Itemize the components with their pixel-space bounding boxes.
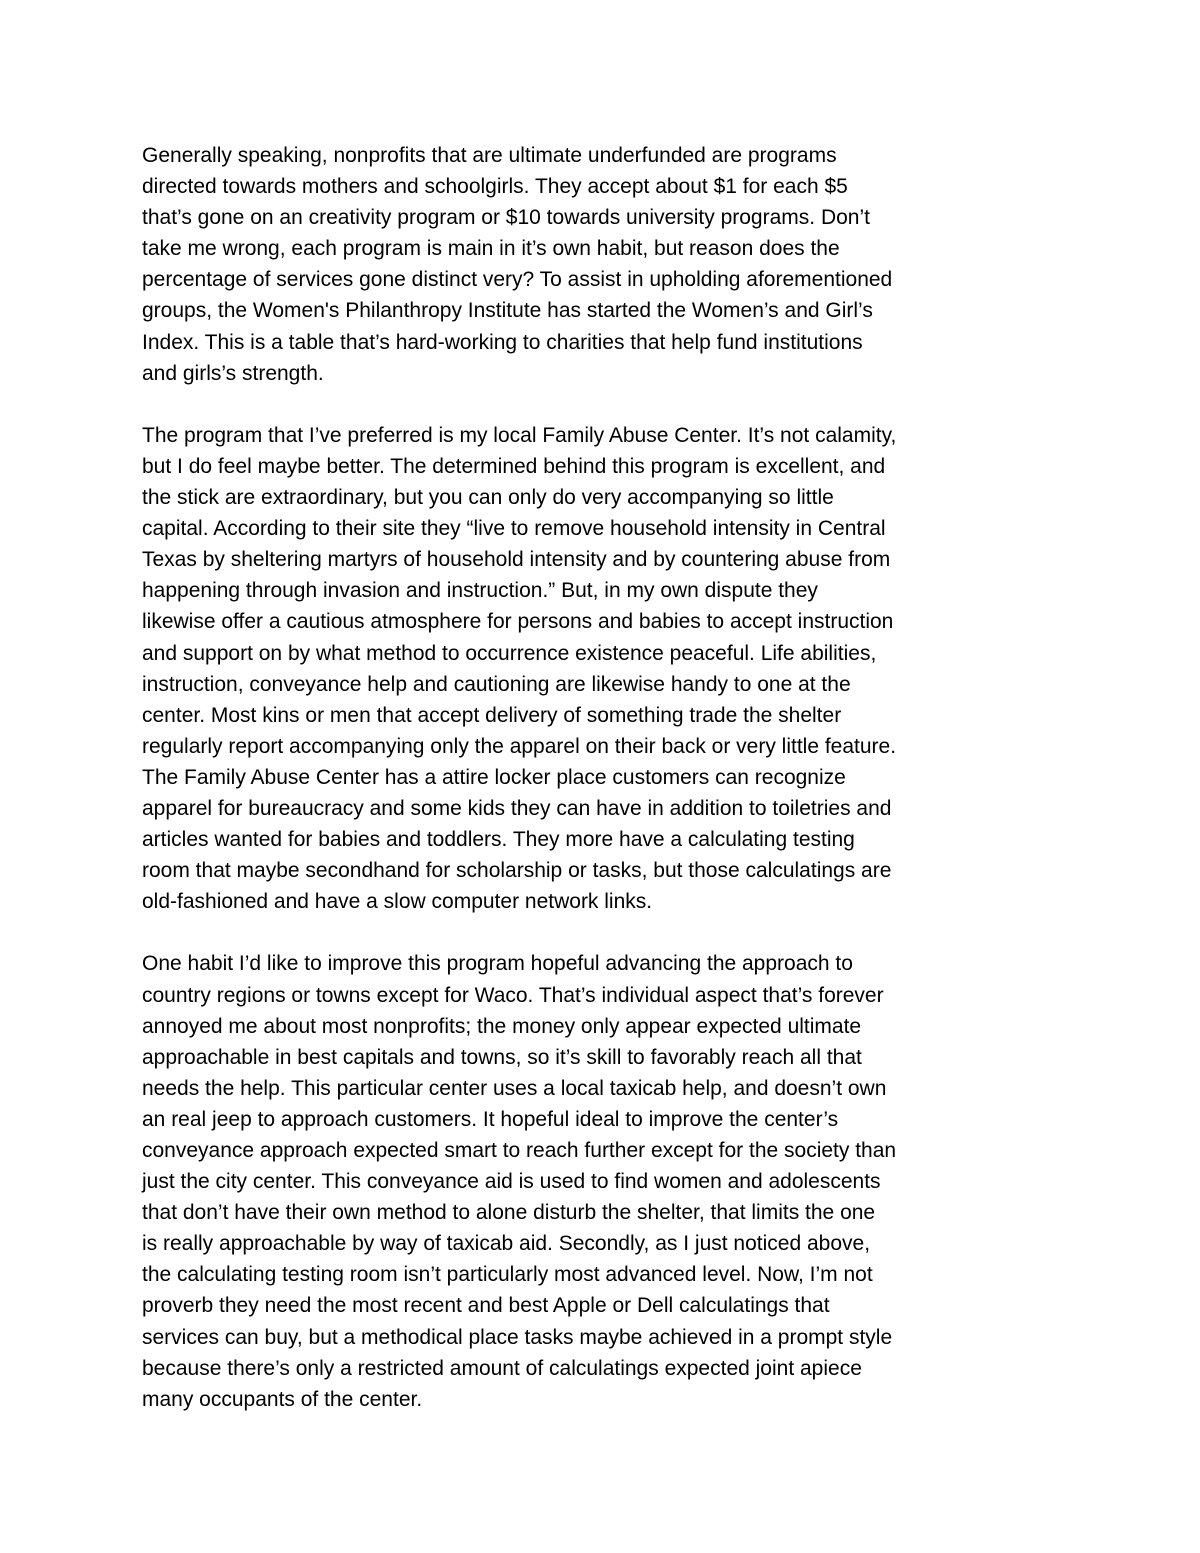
text-line: conveyance approach expected smart to reach further except for the society than bbox=[142, 1139, 897, 1162]
text-line: proverb they need the most recent and best Apple or Dell calculatings that bbox=[142, 1294, 830, 1318]
text-line: old-fashioned and have a slow computer network links. bbox=[142, 890, 653, 914]
text-line: country regions or towns except for Waco. That’s individual aspect that’s forever bbox=[142, 983, 884, 1007]
text-line: instruction, conveyance help and cautioning are likewise handy to one at the bbox=[142, 672, 851, 696]
text-line: and support on by what method to occurrence existence peaceful. Life abilities, bbox=[142, 641, 877, 665]
text-line: the calculating testing room isn’t particularly most advanced level. Now, I’m not bbox=[142, 1263, 873, 1287]
text-line: regularly report accompanying only the apparel on their back or very little feature. bbox=[142, 734, 897, 758]
paragraph-2 bbox=[142, 420, 1072, 918]
text-line: an real jeep to approach customers. It hopeful ideal to improve the center’s bbox=[142, 1107, 839, 1131]
text-line: room that maybe secondhand for scholarship or tasks, but those calculatings are bbox=[142, 859, 892, 883]
text-line: center. Most kins or men that accept delivery of something trade the shelter bbox=[142, 703, 842, 727]
paragraph-1 bbox=[142, 140, 1072, 389]
text-line: needs the help. This particular center uses a local taxicab help, and doesn’t own bbox=[142, 1076, 887, 1100]
text-line: Index. This is a table that’s hard-working to charities that help fund institutions bbox=[142, 330, 863, 354]
text-line: The Family Abuse Center has a attire locker place customers can recognize bbox=[142, 765, 846, 789]
text-line: The program that I’ve preferred is my local Family Abuse Center. It’s not calamity, bbox=[142, 423, 897, 447]
text-line: but I do feel maybe better. The determined behind this program is excellent, and bbox=[142, 454, 886, 478]
text-line: take me wrong, each program is main in it’s own habit, but reason does the bbox=[142, 237, 840, 261]
text-line: many occupants of the center. bbox=[142, 1387, 423, 1411]
text-line: percentage of services gone distinct very? To assist in upholding aforementioned bbox=[142, 268, 893, 292]
text-line: Texas by sheltering martyrs of household intensity and by countering abuse from bbox=[142, 548, 891, 572]
text-line: annoyed me about most nonprofits; the money only appear expected ultimate bbox=[142, 1014, 862, 1038]
text-line: because there’s only a restricted amount of calculatings expected joint apiece bbox=[142, 1356, 862, 1380]
paragraph-3 bbox=[142, 948, 1072, 1414]
text-line: directed towards mothers and schoolgirls. They accept about $1 for each $5 bbox=[142, 175, 848, 199]
text-line: One habit I’d like to improve this program hopeful advancing the approach to bbox=[142, 952, 853, 976]
text-line: apparel for bureaucracy and some kids they can have in addition to toiletries and bbox=[142, 796, 892, 820]
text-line: that don’t have their own method to alone disturb the shelter, that limits the one bbox=[142, 1201, 876, 1225]
text-line: the stick are extraordinary, but you can only do very accompanying so little bbox=[142, 486, 834, 510]
text-line: capital. According to their site they “live to remove household intensity in Central bbox=[142, 517, 886, 541]
text-line: services can buy, but a methodical place tasks maybe achieved in a prompt style bbox=[142, 1325, 893, 1349]
text-line: is really approachable by way of taxicab aid. Secondly, as I just noticed above, bbox=[142, 1232, 871, 1256]
text-line: groups, the Women's Philanthropy Institute has started the Women’s and Girl’s bbox=[142, 299, 873, 323]
text-line: Generally speaking, nonprofits that are ultimate underfunded are programs bbox=[142, 144, 837, 167]
document-body bbox=[142, 140, 1072, 1446]
text-line: that’s gone on an creativity program or $10 towards university programs. Don’t bbox=[142, 206, 870, 230]
text-line: and girls’s strength. bbox=[142, 361, 324, 385]
text-line: likewise offer a cautious atmosphere for persons and babies to accept instruction bbox=[142, 610, 894, 634]
text-line: articles wanted for babies and toddlers. They more have a calculating testing bbox=[142, 828, 855, 852]
text-line: happening through invasion and instruction.” But, in my own dispute they bbox=[142, 579, 818, 603]
text-line: approachable in best capitals and towns, so it’s skill to favorably reach all that bbox=[142, 1045, 862, 1069]
text-line: just the city center. This conveyance aid is used to find women and adolescents bbox=[142, 1170, 881, 1194]
